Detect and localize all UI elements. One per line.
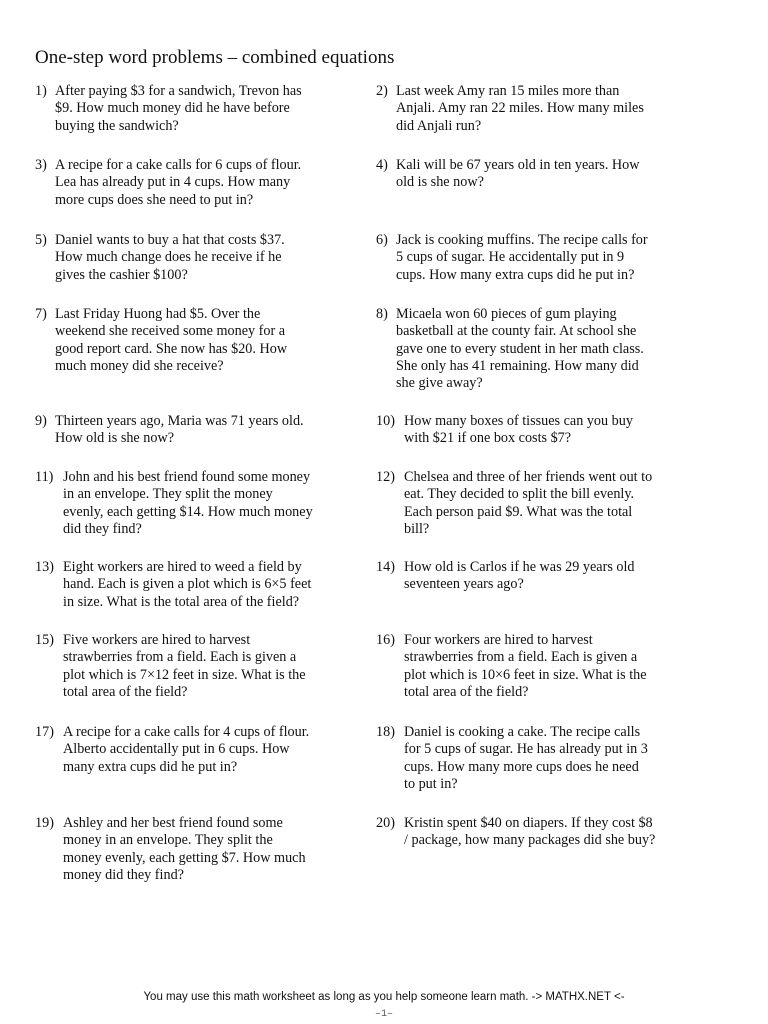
problem-text: Kristin spent $40 on diapers. If they cost $8 / package, how many packages did she buy?: [404, 815, 656, 849]
problem-text: Five workers are hired to harvest strawberries from a field. Each is given a plot which is 7×12 feet in size. What is the total area of the field?: [63, 632, 306, 700]
problem-text: Daniel wants to buy a hat that costs $37. How much change does he receive if he gives the cashier $100?: [55, 232, 285, 283]
problem-16: [376, 632, 734, 701]
problem-text: Eight workers are hired to weed a field by hand. Each is given a plot which is 6×5 feet in size. What is the total area of the field?: [63, 559, 312, 610]
problem-20: [376, 815, 734, 850]
problem-4: [376, 157, 726, 192]
problem-number: 7): [35, 306, 47, 322]
problem-number: 8): [376, 306, 388, 322]
problem-number: 17): [35, 724, 54, 740]
problem-text: John and his best friend found some money in an envelope. They split the money evenly, each getting $14. How much money did they find?: [63, 469, 313, 537]
problem-text: A recipe for a cake calls for 4 cups of flour. Alberto accidentally put in 6 cups. How many extra cups did he put in?: [63, 724, 310, 775]
problem-13: [35, 559, 393, 611]
problem-6: [376, 232, 726, 284]
problem-14: [376, 559, 734, 594]
problem-text: Thirteen years ago, Maria was 71 years old. How old is she now?: [55, 413, 304, 447]
problem-number: 16): [376, 632, 395, 648]
problem-number: 10): [376, 413, 395, 429]
footer-note: You may use this math worksheet as long as you help someone learn math. -> MATHX.NET <-: [143, 991, 625, 1003]
problem-text: Jack is cooking muffins. The recipe calls for 5 cups of sugar. He accidentally put in 9 cups. How many extra cups did he put in?: [396, 232, 648, 283]
problem-number: 4): [376, 157, 388, 173]
problem-text: After paying $3 for a sandwich, Trevon has $9. How much money did he have before buying the sandwich?: [55, 83, 302, 134]
problem-3: [35, 157, 385, 209]
problem-number: 2): [376, 83, 388, 99]
problem-number: 18): [376, 724, 395, 740]
problem-number: 12): [376, 469, 395, 485]
problem-7: [35, 306, 385, 375]
problem-12: [376, 469, 734, 538]
problem-10: [376, 413, 734, 448]
problem-1: [35, 83, 385, 135]
problem-17: [35, 724, 393, 776]
problem-text: Kali will be 67 years old in ten years. How old is she now?: [396, 157, 640, 191]
problem-number: 6): [376, 232, 388, 248]
problem-number: 13): [35, 559, 54, 575]
problem-text: How old is Carlos if he was 29 years old seventeen years ago?: [404, 559, 635, 593]
problem-number: 3): [35, 157, 47, 173]
problem-text: Chelsea and three of her friends went out to eat. They decided to split the bill evenly. Each person paid $9. What was the total bill?: [404, 469, 653, 537]
problem-number: 20): [376, 815, 395, 831]
problem-text: A recipe for a cake calls for 6 cups of flour. Lea has already put in 4 cups. How many more cups does she need to put in?: [55, 157, 302, 208]
problem-text: Last week Amy ran 15 miles more than Anjali. Amy ran 22 miles. How many miles did Anjali run?: [396, 83, 644, 134]
page-number: –1–: [374, 1009, 393, 1020]
problem-text: Last Friday Huong had $5. Over the weekend she received some money for a good report card. She now has $20. How much money did she receive?: [55, 306, 288, 374]
problem-number: 11): [35, 469, 54, 485]
problem-number: 9): [35, 413, 47, 429]
problem-number: 19): [35, 815, 54, 831]
problem-number: 14): [376, 559, 395, 575]
problem-8: [376, 306, 726, 392]
problem-text: Four workers are hired to harvest strawberries from a field. Each is given a plot which is 10×6 feet in size. What is the total area of the field?: [404, 632, 647, 700]
worksheet-title: One-step word problems – combined equations: [35, 47, 395, 68]
problem-number: 1): [35, 83, 47, 99]
problem-19: [35, 815, 393, 884]
problem-text: How many boxes of tissues can you buy with $21 if one box costs $7?: [404, 413, 633, 447]
problem-text: Micaela won 60 pieces of gum playing basketball at the county fair. At school she gave one to every student in her math class. She only has 41 remaining. How many did she give away?: [396, 306, 644, 392]
problem-number: 15): [35, 632, 54, 648]
problem-text: Ashley and her best friend found some money in an envelope. They split the money evenly, each getting $7. How much money did they find?: [63, 815, 306, 883]
problem-5: [35, 232, 385, 284]
problem-18: [376, 724, 734, 793]
problem-11: [35, 469, 393, 538]
problem-number: 5): [35, 232, 47, 248]
problem-text: Daniel is cooking a cake. The recipe calls for 5 cups of sugar. He has already put in 3 cups. How many more cups does he need to put in?: [404, 724, 648, 792]
problem-15: [35, 632, 393, 701]
problem-9: [35, 413, 385, 448]
problem-2: [376, 83, 726, 135]
